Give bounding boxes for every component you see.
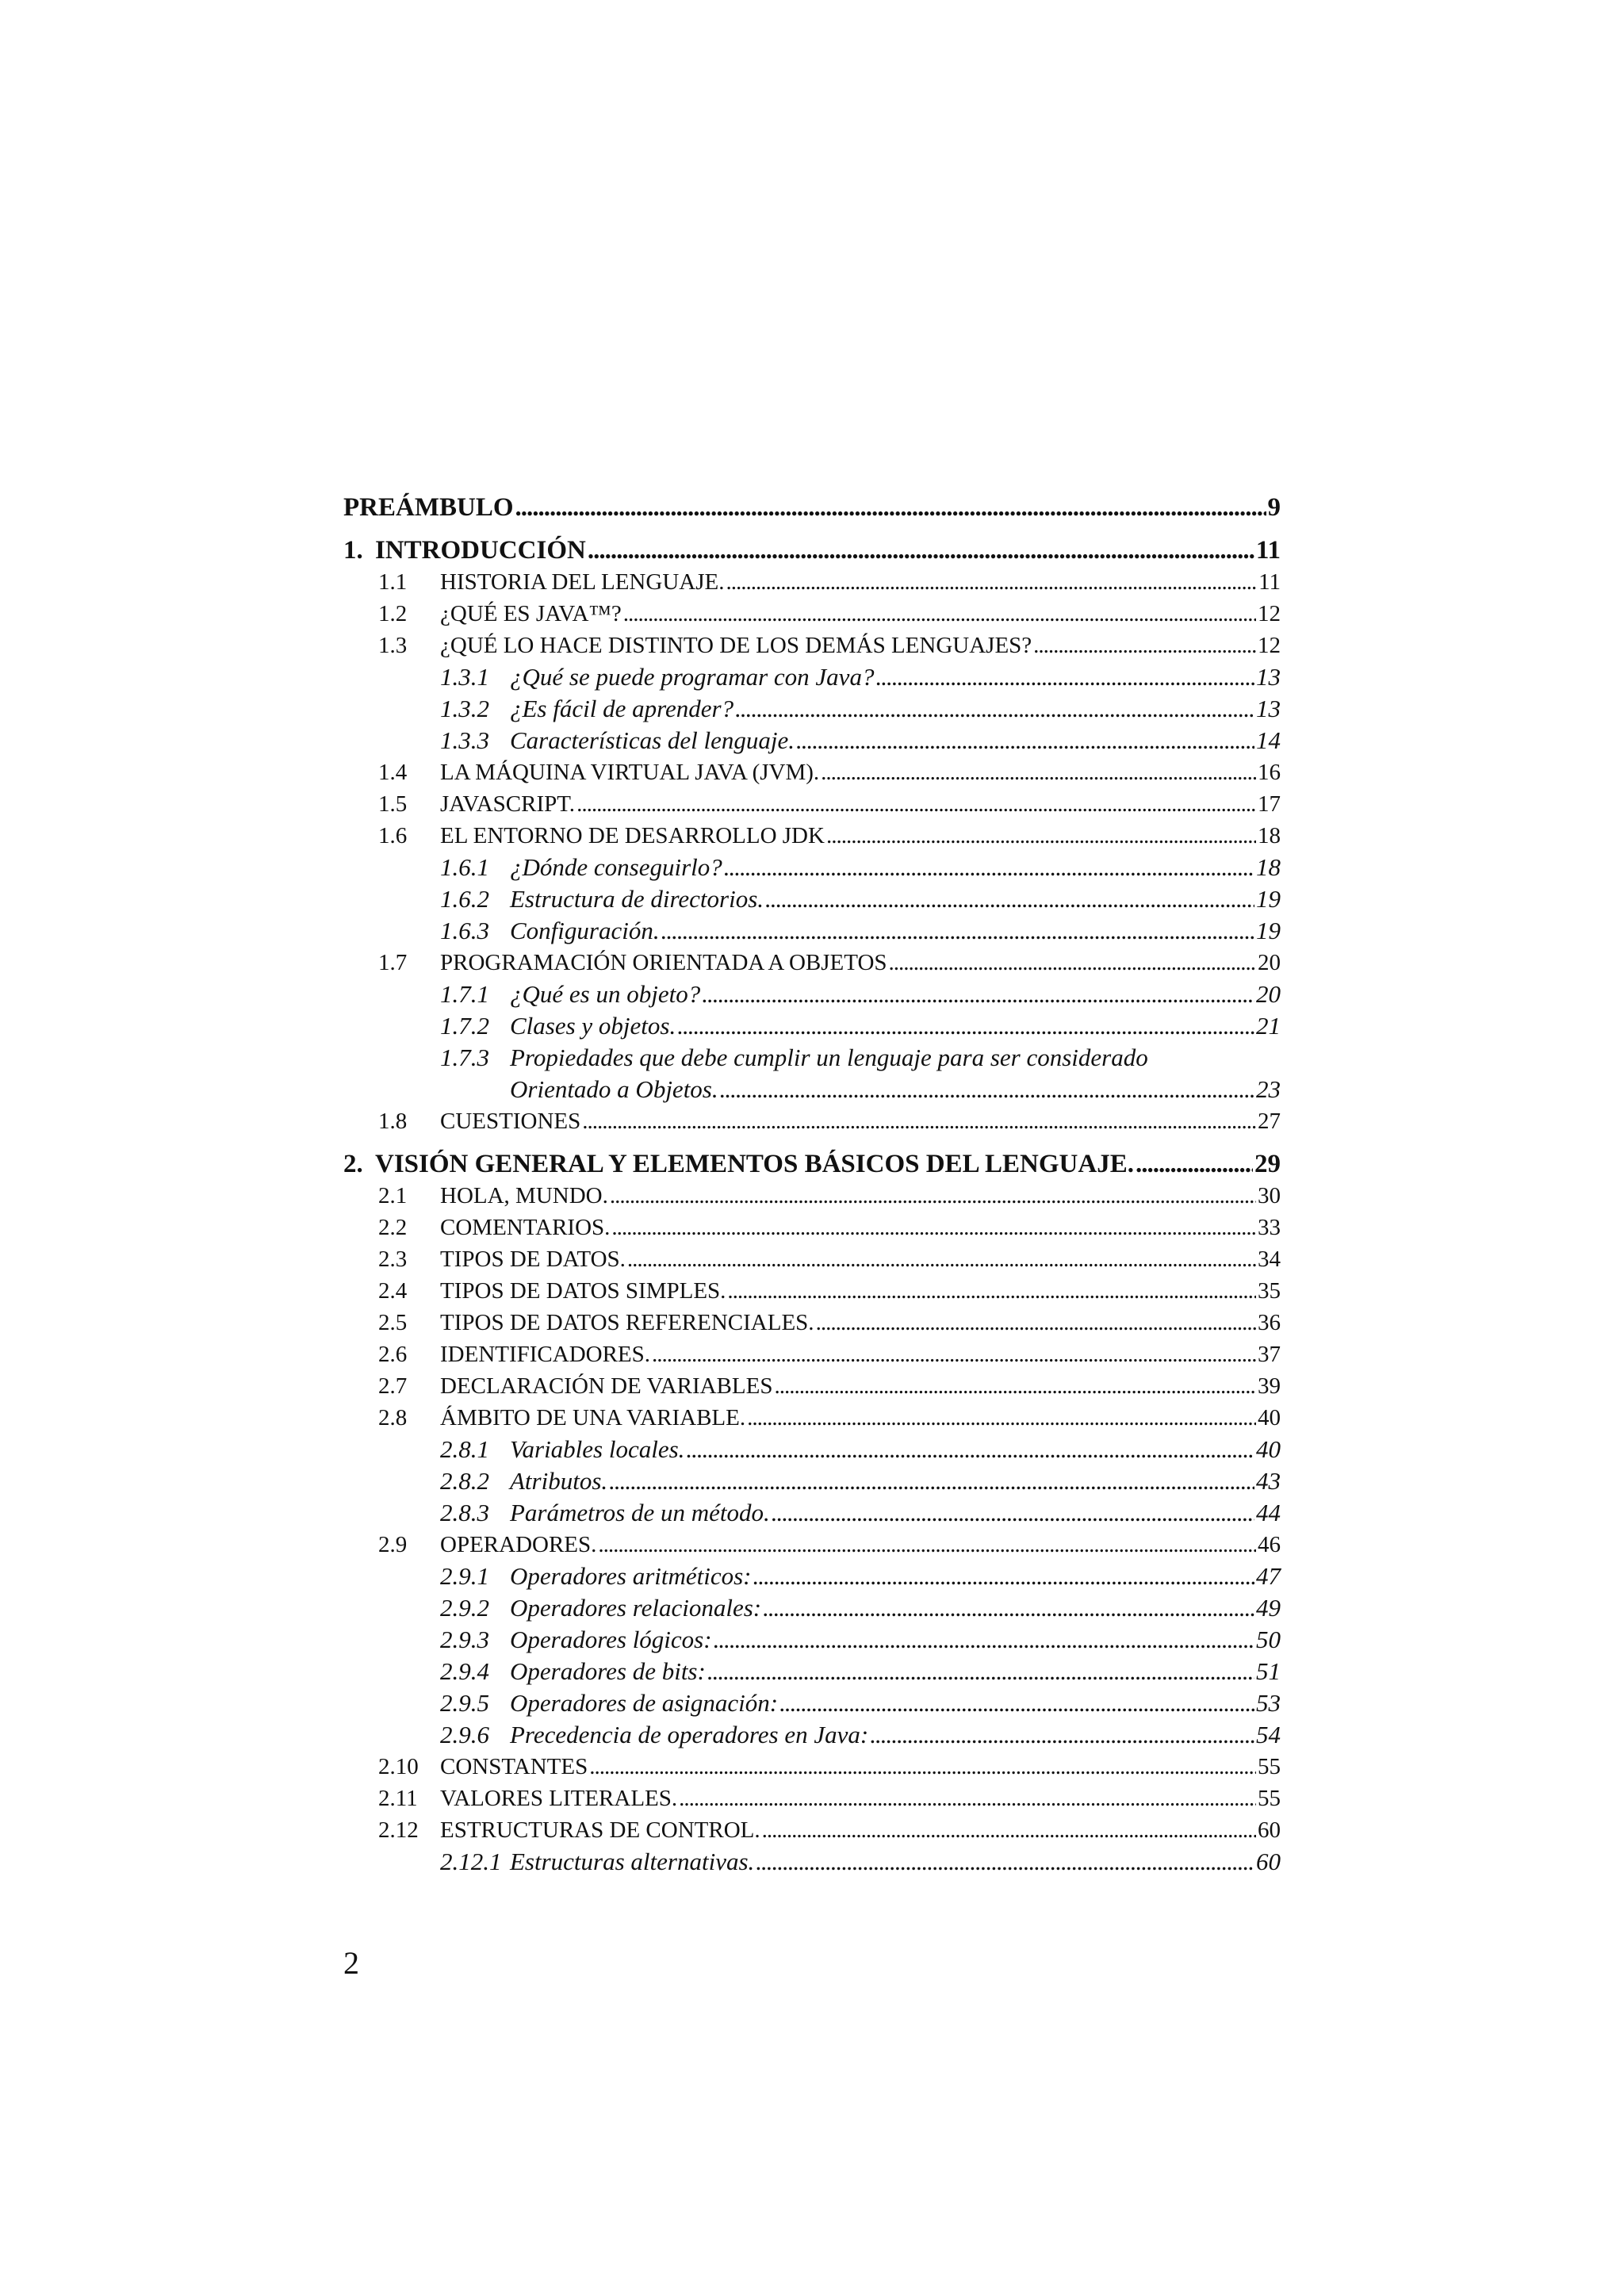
dot-leader [816, 1307, 1256, 1338]
toc-subsection[interactable] [343, 693, 1281, 725]
toc-entry-page: 40 [1258, 1405, 1281, 1430]
toc-entry-page: 17 [1258, 791, 1281, 817]
toc-subsection[interactable] [343, 852, 1281, 883]
toc-entry-title: INTRODUCCIÓN [375, 536, 586, 565]
dot-leader [756, 1846, 1254, 1878]
dot-leader [598, 1529, 1256, 1561]
toc-entry-number: 2.10 [378, 1754, 419, 1779]
toc-entry-page: 47 [1256, 1562, 1281, 1590]
toc-subsection[interactable] [343, 1561, 1281, 1592]
toc-entry-title: COMENTARIOS. [440, 1215, 611, 1240]
toc-entry-title-line1: Propiedades que debe cumplir un lenguaje para ser considerado [510, 1044, 1148, 1071]
dot-leader [720, 1074, 1254, 1105]
toc-entry-number: 1.3.3 [440, 726, 489, 754]
toc-entry-page: 44 [1256, 1499, 1281, 1526]
dot-leader [870, 1719, 1254, 1751]
toc-entry-page: 34 [1258, 1247, 1281, 1272]
toc-entry-page: 55 [1258, 1786, 1281, 1811]
toc-entry-title: LA MÁQUINA VIRTUAL JAVA (JVM). [440, 760, 820, 785]
toc-entry-page: 19 [1256, 917, 1281, 944]
toc-chapter[interactable] [343, 534, 1281, 566]
toc-section[interactable] [343, 788, 1281, 820]
toc-entry-number: 2.12 [378, 1817, 419, 1843]
toc-section[interactable] [343, 1212, 1281, 1243]
toc-entry-title: HOLA, MUNDO. [440, 1183, 608, 1208]
toc-entry-title: CONSTANTES [440, 1754, 588, 1779]
toc-entry-number: 1.3.2 [440, 695, 489, 722]
toc-entry-title: ¿QUÉ LO HACE DISTINTO DE LOS DEMÁS LENGUAJES? [440, 633, 1032, 658]
toc-subsection[interactable] [343, 1434, 1281, 1465]
toc-entry-title: ¿Qué es un objeto? [510, 980, 701, 1008]
toc-chapters [343, 534, 1281, 1878]
toc-entry-page: 29 [1254, 1150, 1281, 1178]
toc-entry-number: 2.8 [378, 1405, 408, 1430]
dot-leader [772, 1497, 1254, 1529]
toc-entry-title: VISIÓN GENERAL Y ELEMENTOS BÁSICOS DEL LENGUAJE. [375, 1150, 1134, 1178]
toc-subsection[interactable] [343, 1846, 1281, 1878]
toc-entry-page: 51 [1256, 1657, 1281, 1685]
toc-section[interactable] [343, 1814, 1281, 1846]
dot-leader [686, 1434, 1254, 1465]
toc-entry-page: 53 [1256, 1689, 1281, 1717]
toc-subsection[interactable] [343, 1719, 1281, 1751]
toc-entry-page: 30 [1258, 1183, 1281, 1208]
toc-entry-page: 12 [1258, 601, 1281, 626]
toc-entry-number: 2.9.4 [440, 1657, 489, 1685]
toc-entry-number: 1.7 [378, 950, 408, 975]
toc-entry-title: TIPOS DE DATOS. [440, 1247, 626, 1272]
toc-entry-number: 2. [343, 1150, 363, 1178]
toc-entry-number: 2.3 [378, 1247, 408, 1272]
toc-section[interactable] [343, 947, 1281, 978]
toc-entry-number: 1.1 [378, 569, 408, 595]
dot-leader [726, 566, 1257, 598]
dot-leader [611, 1212, 1256, 1243]
toc-section[interactable] [343, 820, 1281, 852]
toc-section[interactable] [343, 1370, 1281, 1402]
toc-entry-number: 2.6 [378, 1342, 408, 1367]
toc-section[interactable] [343, 1529, 1281, 1561]
toc-entry-number: 2.8.2 [440, 1467, 489, 1495]
toc-entry-number: 1.6.2 [440, 885, 489, 913]
toc-chapter[interactable] [343, 1148, 1281, 1180]
toc-preamble[interactable] [343, 492, 1281, 523]
toc-entry-page: 13 [1256, 695, 1281, 722]
toc-entry-number: 2.9.2 [440, 1594, 489, 1622]
toc-section[interactable] [343, 1180, 1281, 1212]
toc-entry-page: 35 [1258, 1278, 1281, 1304]
toc-subsection[interactable] [343, 1010, 1281, 1042]
toc-entry-title: ¿QUÉ ES JAVA™? [440, 601, 622, 626]
toc-entry-title: PROGRAMACIÓN ORIENTADA A OBJETOS [440, 950, 887, 975]
toc-entry-number: 2.9.1 [440, 1562, 489, 1590]
toc-entry-number: 1.7.1 [440, 980, 489, 1008]
dot-leader [714, 1624, 1254, 1656]
toc-entry-page: 54 [1256, 1721, 1281, 1748]
dot-leader [774, 1370, 1256, 1402]
toc-section[interactable] [343, 1338, 1281, 1370]
toc-entry-number: 1. [343, 536, 363, 565]
toc-entry-title: ESTRUCTURAS DE CONTROL. [440, 1817, 760, 1843]
toc-entry-title: Parámetros de un método. [510, 1499, 770, 1526]
toc-entry-title: Estructuras alternativas. [510, 1848, 755, 1875]
toc-entry-page: 37 [1258, 1342, 1281, 1367]
toc-entry-title: Características del lenguaje. [510, 726, 795, 754]
dot-leader [623, 598, 1256, 630]
toc-entry-title: ¿Es fácil de aprender? [510, 695, 734, 722]
toc-entry-page: 14 [1256, 726, 1281, 754]
dot-leader [875, 661, 1254, 693]
toc-subsection[interactable] [343, 915, 1281, 947]
dot-leader [589, 1751, 1256, 1783]
toc-entry-page: 27 [1258, 1109, 1281, 1134]
toc-entry-title: TIPOS DE DATOS REFERENCIALES. [440, 1310, 814, 1335]
dot-leader [796, 725, 1254, 756]
dot-leader [627, 1243, 1256, 1275]
toc-entry-page: 16 [1258, 760, 1281, 785]
dot-leader [1033, 630, 1256, 661]
toc-entry-page: 19 [1256, 885, 1281, 913]
dot-leader [889, 947, 1256, 978]
toc-section[interactable] [343, 598, 1281, 630]
toc-subsection[interactable] [343, 1656, 1281, 1687]
dot-leader [679, 1783, 1256, 1814]
toc-entry-title: Operadores de bits: [510, 1657, 706, 1685]
toc-entry-number: 1.8 [378, 1109, 408, 1134]
dot-leader [677, 1010, 1254, 1042]
toc-entry-page: 21 [1256, 1012, 1281, 1040]
toc-entry-title: ÁMBITO DE UNA VARIABLE. [440, 1405, 746, 1430]
toc-entry-page: 43 [1256, 1467, 1281, 1495]
toc-entry-title: Estructura de directorios. [510, 885, 764, 913]
toc-entry-page: 18 [1258, 823, 1281, 848]
toc-subsection[interactable] [343, 978, 1281, 1010]
toc-subsection[interactable] [343, 883, 1281, 915]
toc-entry-page: 23 [1256, 1075, 1281, 1103]
dot-leader [515, 492, 1266, 523]
toc-entry-title: CUESTIONES [440, 1109, 581, 1134]
toc-entry-page: 33 [1258, 1215, 1281, 1240]
dot-leader [652, 1338, 1256, 1370]
toc-entry-title: Variables locales. [510, 1435, 685, 1463]
toc-entry-title: EL ENTORNO DE DESARROLLO JDK [440, 823, 825, 848]
dot-leader [610, 1180, 1256, 1212]
dot-leader [609, 1465, 1254, 1497]
toc-entry-number: 2.9 [378, 1532, 408, 1557]
toc-entry-title: IDENTIFICADORES. [440, 1342, 651, 1367]
dot-leader [765, 883, 1254, 915]
dot-leader [821, 756, 1256, 788]
toc-entry-title: VALORES LITERALES. [440, 1786, 678, 1811]
toc-entry-page: 39 [1258, 1373, 1281, 1399]
toc-entry-title: Orientado a Objetos. [510, 1075, 718, 1103]
dot-leader [661, 915, 1254, 947]
toc-entry-page: 36 [1258, 1310, 1281, 1335]
toc-section[interactable] [343, 630, 1281, 661]
toc-entry-page: 9 [1267, 493, 1281, 522]
toc-section[interactable] [343, 566, 1281, 598]
dot-leader [1136, 1148, 1253, 1180]
toc-entry-page: 50 [1256, 1626, 1281, 1653]
table-of-contents [343, 492, 1281, 1878]
toc-section[interactable] [343, 1751, 1281, 1783]
toc-entry-page: 46 [1258, 1532, 1281, 1557]
dot-leader [735, 693, 1254, 725]
toc-entry-number: 1.6.1 [440, 853, 489, 881]
toc-subsection[interactable] [343, 1497, 1281, 1529]
toc-entry-number: 2.8.3 [440, 1499, 489, 1526]
toc-entry-number: 2.12.1 [440, 1848, 502, 1875]
dot-leader [779, 1687, 1254, 1719]
toc-entry-number: 2.7 [378, 1373, 408, 1399]
toc-entry-page: 55 [1258, 1754, 1281, 1779]
toc-entry-number: 1.3 [378, 633, 408, 658]
toc-section[interactable] [343, 1307, 1281, 1338]
toc-entry-title: DECLARACIÓN DE VARIABLES [440, 1373, 773, 1399]
toc-entry-page: 18 [1256, 853, 1281, 881]
toc-entry-page: 20 [1258, 950, 1281, 975]
toc-entry-title: Precedencia de operadores en Java: [510, 1721, 869, 1748]
dot-leader [763, 1592, 1254, 1624]
page-number: 2 [343, 1945, 359, 1981]
dot-leader [576, 788, 1256, 820]
toc-entry-page: 12 [1258, 633, 1281, 658]
toc-entry-number: 1.2 [378, 601, 408, 626]
toc-entry-page: 49 [1256, 1594, 1281, 1622]
toc-entry-title: ¿Qué se puede programar con Java? [510, 663, 875, 691]
toc-entry-number: 2.1 [378, 1183, 408, 1208]
toc-entry-title: JAVASCRIPT. [440, 791, 576, 817]
toc-entry-page: 20 [1256, 980, 1281, 1008]
toc-section[interactable] [343, 1402, 1281, 1434]
toc-entry-title: HISTORIA DEL LENGUAJE. [440, 569, 725, 595]
toc-entry-number: 2.9.5 [440, 1689, 489, 1717]
toc-subsection[interactable] [343, 1592, 1281, 1624]
toc-entry-number: 1.3.1 [440, 663, 489, 691]
toc-section[interactable] [343, 1275, 1281, 1307]
toc-entry-number: 2.11 [378, 1786, 418, 1811]
toc-entry-title: Operadores lógicos: [510, 1626, 712, 1653]
toc-entry-page: 13 [1256, 663, 1281, 691]
toc-entry-title: PREÁMBULO [343, 493, 514, 522]
toc-section[interactable] [343, 756, 1281, 788]
toc-subsection[interactable] [343, 1465, 1281, 1497]
toc-entry-page: 11 [1258, 569, 1281, 595]
toc-section[interactable] [343, 1783, 1281, 1814]
dot-leader [588, 534, 1254, 566]
toc-subsection[interactable] [343, 725, 1281, 756]
toc-entry-number: 1.5 [378, 791, 408, 817]
toc-entry-number: 1.6.3 [440, 917, 489, 944]
toc-entry-number: 2.9.3 [440, 1626, 489, 1653]
dot-leader [707, 1656, 1254, 1687]
toc-entry-title: ¿Dónde conseguirlo? [510, 853, 722, 881]
toc-entry-title: Configuración. [510, 917, 660, 944]
toc-section[interactable] [343, 1105, 1281, 1137]
toc-section[interactable] [343, 1243, 1281, 1275]
toc-entry-title: Operadores relacionales: [510, 1594, 762, 1622]
toc-entry-number: 1.6 [378, 823, 408, 848]
dot-leader [724, 852, 1254, 883]
toc-entry-title: TIPOS DE DATOS SIMPLES. [440, 1278, 726, 1304]
dot-leader [762, 1814, 1256, 1846]
toc-entry-number: 2.8.1 [440, 1435, 489, 1463]
dot-leader [727, 1275, 1256, 1307]
toc-entry-number: 2.5 [378, 1310, 408, 1335]
toc-subsection[interactable] [343, 1042, 1281, 1074]
toc-subsection-continued[interactable] [343, 1074, 1281, 1105]
toc-entry-number: 1.4 [378, 760, 408, 785]
toc-entry-title: Operadores aritméticos: [510, 1562, 752, 1590]
toc-entry-title: Operadores de asignación: [510, 1689, 779, 1717]
toc-entry-page: 60 [1256, 1848, 1281, 1875]
toc-entry-page: 40 [1256, 1435, 1281, 1463]
toc-subsection[interactable] [343, 661, 1281, 693]
toc-entry-page: 11 [1255, 536, 1281, 565]
toc-entry-page: 60 [1258, 1817, 1281, 1843]
dot-leader [582, 1105, 1256, 1137]
toc-entry-title: OPERADORES. [440, 1532, 597, 1557]
toc-entry-title: Clases y objetos. [510, 1012, 676, 1040]
dot-leader [753, 1561, 1254, 1592]
toc-subsection[interactable] [343, 1624, 1281, 1656]
toc-entry-number: 2.2 [378, 1215, 408, 1240]
toc-entry-number: 2.4 [378, 1278, 408, 1304]
dot-leader [702, 978, 1254, 1010]
dot-leader [826, 820, 1256, 852]
dot-leader [747, 1402, 1256, 1434]
toc-subsection[interactable] [343, 1687, 1281, 1719]
toc-entry-title: Atributos. [510, 1467, 608, 1495]
toc-entry-number: 1.7.3 [440, 1044, 489, 1071]
toc-entry-number: 1.7.2 [440, 1012, 489, 1040]
toc-entry-number: 2.9.6 [440, 1721, 489, 1748]
